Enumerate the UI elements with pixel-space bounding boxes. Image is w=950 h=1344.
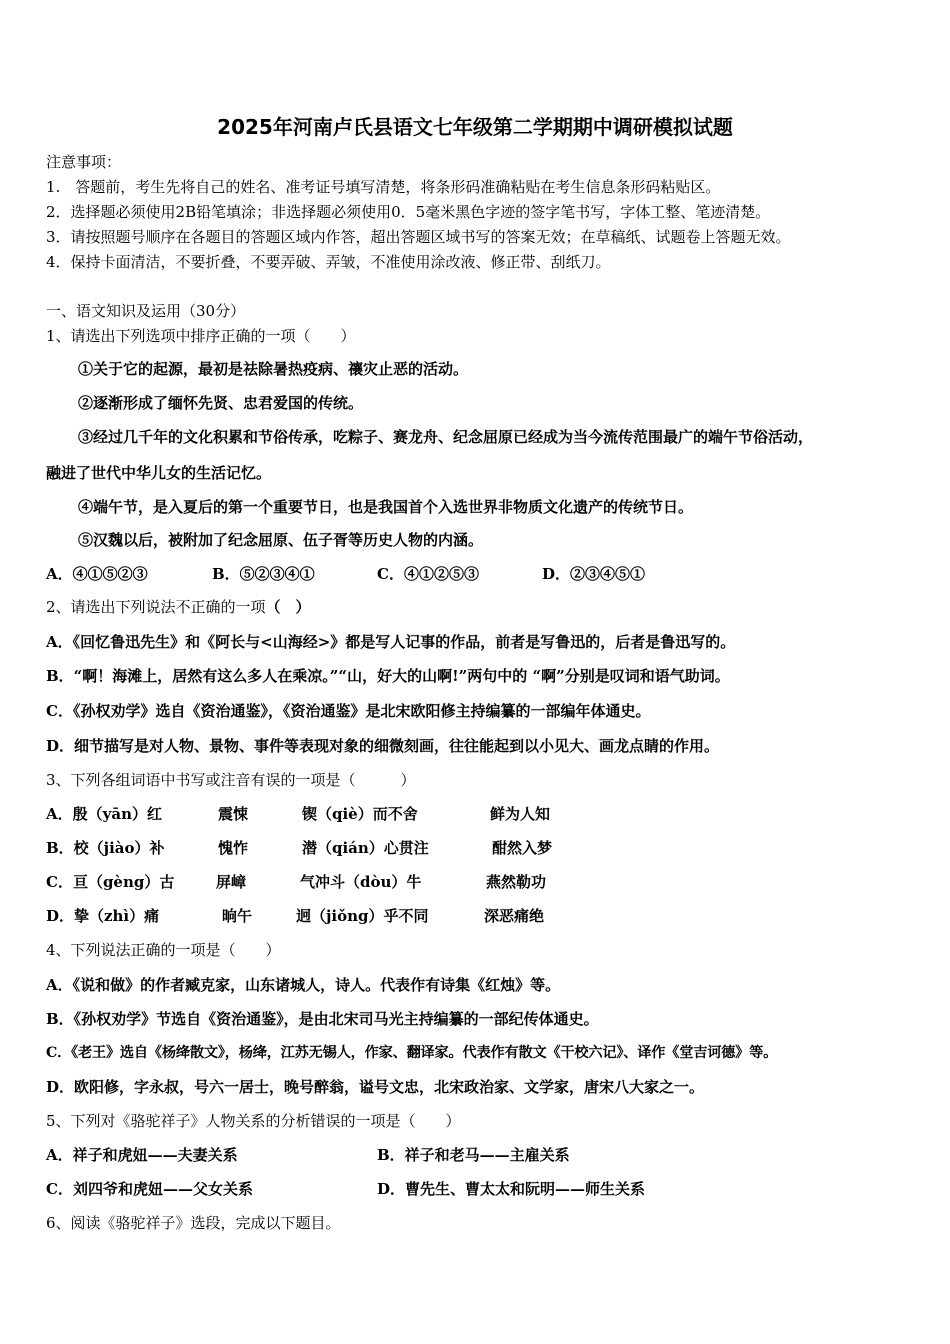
- q5-option-c[interactable]: C．刘四爷和虎妞——父女关系: [46, 1180, 253, 1198]
- q1-sentence-4: ④端午节，是入夏后的第一个重要节日，也是我国首个入选世界非物质文化遗产的传统节日。: [78, 498, 694, 516]
- q5-option-a[interactable]: A．祥子和虎妞——夫妻关系: [46, 1146, 238, 1164]
- q2-paren: （ ）: [265, 598, 311, 616]
- q3-a-word-4: 鲜为人知: [490, 805, 551, 823]
- q5-option-d[interactable]: D．曹先生、曹太太和阮明——师生关系: [377, 1180, 646, 1198]
- q1-sentence-1: ①关于它的起源，最初是祛除暑热疫病、禳灾止恶的活动。: [78, 360, 469, 378]
- q5-stem: 5、下列对《骆驼祥子》人物关系的分析错误的一项是（ ）: [46, 1112, 461, 1130]
- q3-b-word-3: 潜（qián）心贯注: [302, 839, 429, 857]
- q2-option-b[interactable]: B．“啊！海滩上，居然有这么多人在乘凉。”“山，好大的山啊!”两句中的 “啊”分别是叹词和语气助词。: [46, 667, 730, 685]
- q3-d-word-4: 深恶痛绝: [484, 907, 545, 925]
- notice-item-2: 2．选择题必须使用2B铅笔填涂；非选择题必须使用0．5毫米黑色字迹的签字笔书写，字体工整、笔迹清楚。: [46, 203, 771, 221]
- q3-c-word-1: C．亘（gèng）古: [46, 873, 175, 891]
- q4-option-b[interactable]: B．《孙权劝学》节选自《资治通鉴》，是由北宋司马光主持编纂的一部纪传体通史。: [46, 1010, 599, 1028]
- q3-d-word-2: 晌午: [222, 907, 253, 925]
- notice-item-3: 3．请按照题号顺序在各题目的答题区域内作答，超出答题区域书写的答案无效；在草稿纸、试题卷上答题无效。: [46, 228, 791, 246]
- q3-c-word-3: 气冲斗（dòu）牛: [300, 873, 422, 891]
- q1-option-c[interactable]: C．④①②⑤③: [377, 565, 479, 583]
- q2-stem-text: 2、请选出下列说法不正确的一项: [46, 598, 266, 616]
- notice-item-4: 4．保持卡面清洁，不要折叠，不要弄破、弄皱，不准使用涂改液、修正带、刮纸刀。: [46, 253, 611, 271]
- q3-d-word-1: D．挚（zhì）痛: [46, 907, 160, 925]
- q4-option-d[interactable]: D．欧阳修，字永叔，号六一居士，晚号醉翁，谥号文忠，北宋政治家、文学家，唐宋八大家之一。: [46, 1078, 705, 1096]
- q2-option-a[interactable]: A．《回忆鲁迅先生》和《阿长与<山海经>》都是写人记事的作品，前者是写鲁迅的，后者是鲁迅写的。: [46, 633, 736, 651]
- q3-d-word-3: 迥（jiǒng）乎不同: [296, 907, 429, 925]
- q4-option-a[interactable]: A．《说和做》的作者臧克家，山东诸城人，诗人。代表作有诗集《红烛》等。: [46, 976, 561, 994]
- q4-stem: 4、下列说法正确的一项是（ ）: [46, 941, 281, 959]
- notice-item-1: 1. 答题前，考生先将自己的姓名、准考证号填写清楚，将条形码准确粘贴在考生信息条形码粘贴区。: [46, 178, 721, 196]
- q1-sentence-3a: ③经过几千年的文化积累和节俗传承，吃粽子、赛龙舟、纪念屈原已经成为当今流传范围最广的端午节俗活动，: [78, 428, 814, 446]
- q3-b-word-1: B．校（jiào）补: [46, 839, 165, 857]
- q2-stem: [46, 597, 311, 617]
- q4-option-c[interactable]: C．《老王》选自《杨绛散文》，杨绛，江苏无锡人，作家、翻译家。代表作有散文《干校六记》、译作《堂吉诃德》等。: [46, 1045, 778, 1061]
- section-heading: 一、语文知识及运用（30分）: [46, 302, 246, 320]
- q3-a-word-1: A．殷（yān）红: [46, 805, 162, 823]
- q3-a-word-3: 锲（qiè）而不舍: [302, 805, 418, 823]
- q3-stem: 3、下列各组词语中书写或注音有误的一项是（ ）: [46, 771, 416, 789]
- q1-option-b[interactable]: B．⑤②③④①: [212, 565, 315, 583]
- q6-stem: 6、阅读《骆驼祥子》选段，完成以下题目。: [46, 1214, 341, 1232]
- q1-sentence-3b: 融进了世代中华儿女的生活记忆。: [46, 464, 272, 482]
- page-title: 2025年河南卢氏县语文七年级第二学期期中调研模拟试题: [217, 115, 733, 139]
- q3-a-word-2: 震悚: [218, 805, 249, 823]
- q1-option-a[interactable]: A．④①⑤②③: [46, 565, 148, 583]
- q3-b-word-2: 愧怍: [218, 839, 249, 857]
- q3-c-word-2: 屏嶂: [216, 873, 247, 891]
- q1-option-d[interactable]: D．②③④⑤①: [542, 565, 646, 583]
- q1-sentence-2: ②逐渐形成了缅怀先贤、忠君爱国的传统。: [78, 394, 364, 412]
- q2-option-d[interactable]: D．细节描写是对人物、景物、事件等表现对象的细微刻画，往往能起到以小见大、画龙点睛的作用。: [46, 737, 720, 755]
- q2-option-c[interactable]: C．《孙权劝学》选自《资治通鉴》，《资治通鉴》是北宋欧阳修主持编纂的一部编年体通史。: [46, 702, 651, 720]
- q1-sentence-5: ⑤汉魏以后，被附加了纪念屈原、伍子胥等历史人物的内涵。: [78, 531, 484, 549]
- q3-c-word-4: 燕然勒功: [486, 873, 547, 891]
- q3-b-word-4: 酣然入梦: [492, 839, 553, 857]
- q1-stem: 1、请选出下列选项中排序正确的一项（ ）: [46, 327, 356, 345]
- notice-heading: 注意事项：: [46, 153, 122, 171]
- q5-option-b[interactable]: B．祥子和老马——主雇关系: [377, 1146, 570, 1164]
